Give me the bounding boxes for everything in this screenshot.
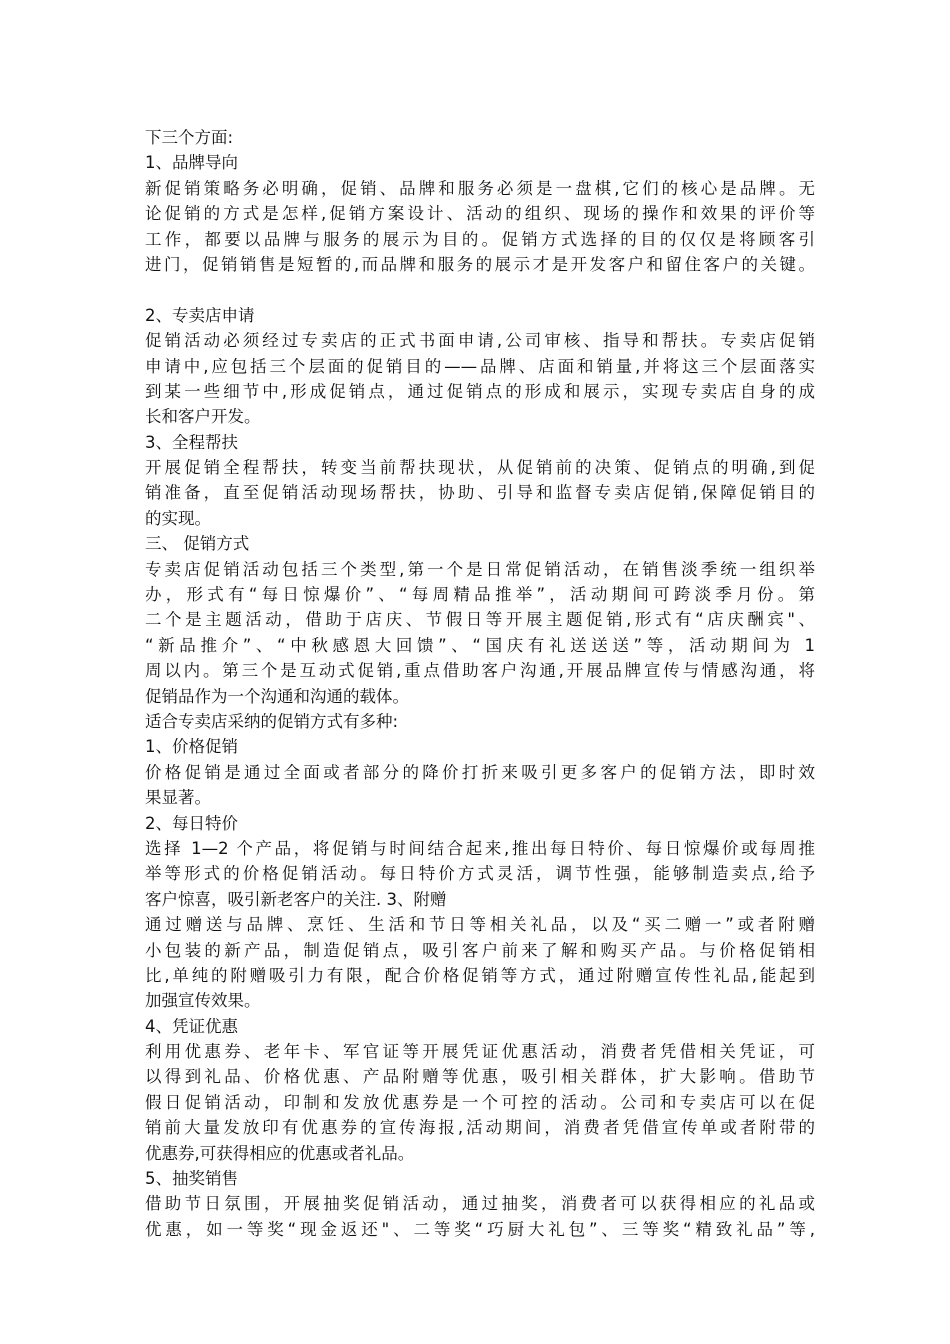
text-line: 优惠券,可获得相应的优惠或者礼品。: [145, 1143, 415, 1163]
text-line: 比,单纯的附赠吸引力有限，配合价格促销等方式，通过附赠宣传性礼品,能起到: [145, 965, 815, 985]
text-line: 促销品作为一个沟通和沟通的载体。: [145, 686, 409, 706]
text-line: 的实现。: [145, 508, 211, 528]
text-line: 5、抽奖销售: [145, 1169, 238, 1189]
blank-line: [145, 277, 815, 302]
text-line: 加强宣传效果。: [145, 991, 261, 1011]
text-line: 利用优惠券、老年卡、军官证等开展凭证优惠活动，消费者凭借相关凭证，可: [145, 1042, 815, 1062]
text-line: 开展促销全程帮扶，转变当前帮扶现状，从促销前的决策、促销点的明确,到促: [145, 458, 815, 478]
text-line: 价格促销是通过全面或者部分的降价打折来吸引更多客户的促销方法，即时效: [145, 762, 815, 782]
text-line: 新促销策略务必明确，促销、品牌和服务必须是一盘棋,它们的核心是品牌。无: [145, 178, 815, 198]
text-line: 1、价格促销: [145, 737, 238, 757]
text-line: 客户惊喜，吸引新老客户的关注. 3、附赠: [145, 889, 447, 909]
text-line: 3、全程帮扶: [145, 432, 238, 452]
text-line: 2、每日特价: [145, 813, 238, 833]
text-line: 到某一些细节中,形成促销点，通过促销点的形成和展示，实现专卖店自身的成: [145, 381, 815, 401]
text-line: 周以内。第三个是互动式促销,重点借助客户沟通,开展品牌宣传与情感沟通，将: [145, 661, 815, 681]
text-line: 办，形式有“每日惊爆价”、“每周精品推举”，活动期间可跨淡季月份。第: [145, 585, 815, 605]
text-line: 2、专卖店申请: [145, 305, 255, 325]
text-line: 进门，促销销售是短暂的,而品牌和服务的展示才是开发客户和留住客户的关键。: [145, 254, 815, 274]
text-line: 论促销的方式是怎样,促销方案设计、活动的组织、现场的操作和效果的评价等: [145, 204, 815, 224]
text-line: 下三个方面:: [145, 128, 234, 147]
document-body: [145, 125, 815, 1242]
text-line: 长和客户开发。: [145, 407, 261, 427]
text-line: 三、 促销方式: [145, 534, 250, 554]
text-line: 举等形式的价格促销活动。每日特价方式灵活，调节性强，能够制造卖点,给予: [145, 864, 815, 884]
text-line: 假日促销活动，印制和发放优惠券是一个可控的活动。公司和专卖店可以在促: [145, 1092, 815, 1112]
text-line: 适合专卖店采纳的促销方式有多种:: [145, 711, 399, 731]
text-line: 1、品牌导向: [145, 153, 238, 173]
text-line: 借助节日氛围，开展抽奖促销活动，通过抽奖，消费者可以获得相应的礼品或: [145, 1194, 815, 1214]
text-line: 销准备，直至促销活动现场帮扶，协助、引导和监督专卖店促销,保障促销目的: [145, 483, 815, 503]
text-line: 工作，都要以品牌与服务的展示为目的。促销方式选择的目的仅仅是将顾客引: [145, 229, 815, 249]
text-line: 通过赠送与品牌、烹饪、生活和节日等相关礼品，以及“买二赠一”或者附赠: [145, 915, 815, 935]
text-line: 专卖店促销活动包括三个类型,第一个是日常促销活动，在销售淡季统一组织举: [145, 559, 815, 579]
text-line: “新品推介”、“中秋感恩大回馈”、“国庆有礼送送送”等，活动期间为 1: [145, 635, 816, 655]
text-line: 4、凭证优惠: [145, 1016, 238, 1036]
text-line: 果显著。: [145, 788, 211, 808]
text-line: 优惠，如一等奖“现金返还"、二等奖“巧厨大礼包”、三等奖“精致礼品”等,: [145, 1219, 815, 1239]
text-line: 申请中,应包括三个层面的促销目的——品牌、店面和销量,并将这三个层面落实: [145, 356, 815, 376]
text-line: 二个是主题活动，借助于店庆、节假日等开展主题促销,形式有“店庆酬宾"、: [145, 610, 815, 630]
text-line: 促销活动必须经过专卖店的正式书面申请,公司审核、指导和帮扶。专卖店促销: [145, 331, 815, 351]
text-line: 以得到礼品、价格优惠、产品附赠等优惠，吸引相关群体，扩大影响。借助节: [145, 1067, 815, 1087]
text-line: 选择 1—2 个产品，将促销与时间结合起来,推出每日特价、每日惊爆价或每周推: [145, 838, 815, 858]
text-line: 小包装的新产品，制造促销点，吸引客户前来了解和购买产品。与价格促销相: [145, 940, 815, 960]
text-line: 销前大量发放印有优惠券的宣传海报,活动期间，消费者凭借宣传单或者附带的: [145, 1118, 815, 1138]
